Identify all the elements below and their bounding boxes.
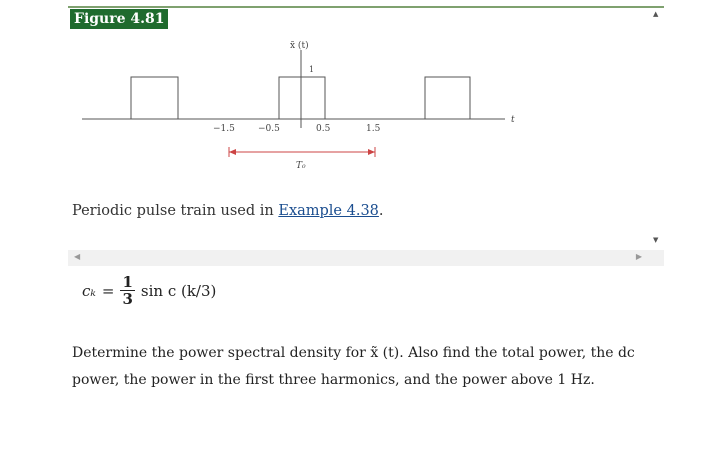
x-axis-label: t: [511, 115, 515, 125]
period-arrow-left-head: [229, 149, 236, 155]
amplitude-label: 1: [309, 65, 315, 74]
fraction: [120, 274, 134, 307]
caption-text: Periodic pulse train used in: [72, 203, 279, 219]
scroll-up-icon[interactable]: ▲: [653, 10, 659, 18]
pulse-train-figure: [0, 0, 720, 200]
tick-label-1-5: 1.5: [366, 124, 381, 134]
equation: [82, 274, 216, 307]
fraction-numerator: 1: [122, 273, 133, 291]
figure-caption: [72, 203, 384, 219]
pulse-left: [131, 77, 178, 119]
equation-lhs: cₖ: [82, 281, 96, 300]
pulse-center: [279, 77, 325, 119]
caption-suffix: .: [378, 203, 384, 219]
scroll-down-icon[interactable]: ▼: [653, 236, 659, 244]
equation-equals: =: [101, 281, 115, 300]
pulse-right: [425, 77, 470, 119]
figure-label: Figure 4.81: [70, 9, 168, 29]
problem-statement: Determine the power spectral density for x̃ (t). Also find the total power, the dc power, the power in the first three harmonics, and the power above 1 Hz.: [72, 345, 635, 388]
horizontal-scrollbar[interactable]: [68, 250, 664, 266]
vertical-scrollbar[interactable]: [650, 8, 664, 256]
period-arrow-right-head: [368, 149, 375, 155]
scroll-left-icon[interactable]: ◀: [74, 252, 81, 261]
scroll-right-icon[interactable]: ▶: [635, 252, 642, 261]
tick-label-neg-1-5: −1.5: [213, 124, 235, 134]
equation-rhs: sin c (k/3): [140, 281, 217, 300]
tick-label-0-5: 0.5: [316, 124, 331, 134]
period-label: T₀: [296, 161, 306, 171]
example-link[interactable]: Example 4.38: [278, 203, 379, 219]
tick-label-neg-0-5: −0.5: [258, 124, 280, 134]
y-axis-label: x̃ (t): [290, 41, 309, 51]
fraction-denominator: 3: [122, 290, 133, 308]
